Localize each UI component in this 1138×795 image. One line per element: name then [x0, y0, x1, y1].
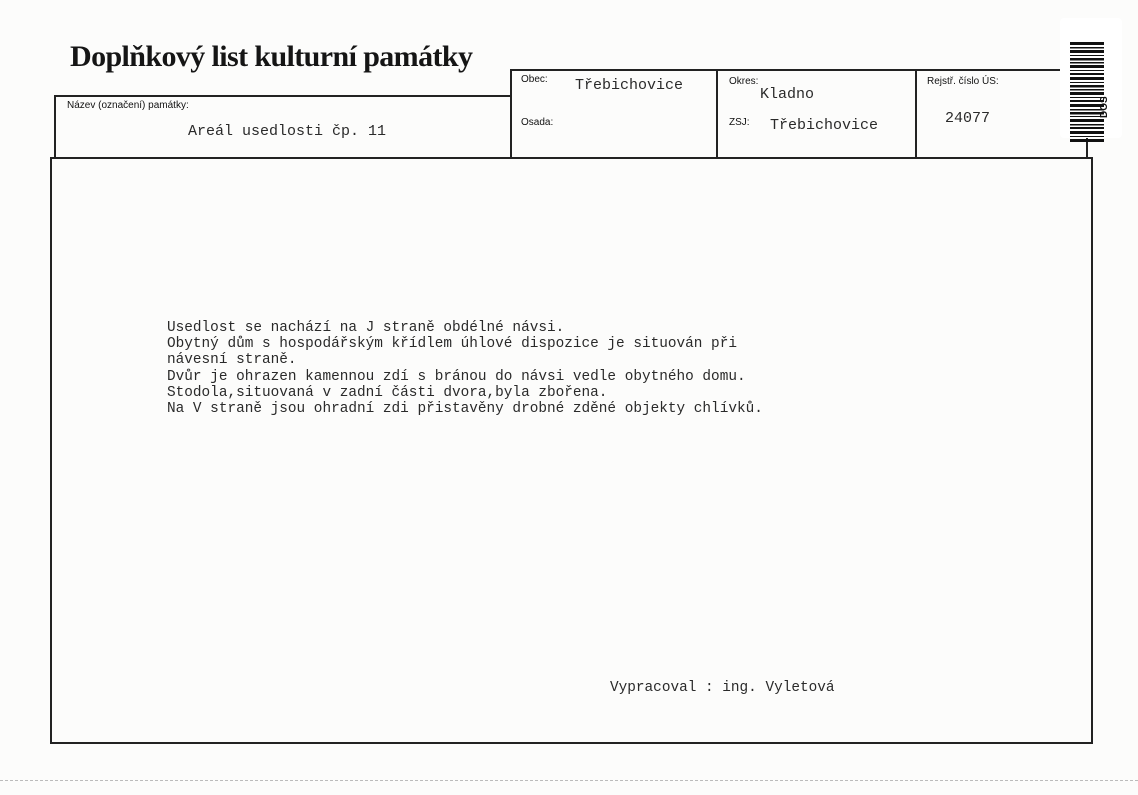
- column-divider: [915, 69, 917, 159]
- description-line: Obytný dům s hospodářským křídlem úhlové dispozice je situován při: [167, 336, 737, 353]
- description-text: [167, 320, 763, 417]
- scan-edge: [0, 780, 1138, 781]
- prepared-by: Vypracoval : ing. Vyletová: [610, 680, 835, 696]
- description-box: [50, 157, 1093, 744]
- okres-value: Kladno: [760, 86, 815, 103]
- name-label: Název (označení) památky:: [67, 100, 189, 111]
- zsj-label: ZSJ:: [729, 117, 750, 128]
- description-line: návesní straně.: [167, 352, 297, 369]
- okres-label: Okres:: [729, 76, 759, 87]
- obec-value: Třebichovice: [575, 77, 684, 94]
- obec-label: Obec:: [521, 74, 548, 85]
- description-line: Stodola,situovaná v zadní části dvora,byla zbořena.: [167, 384, 608, 401]
- barcode-label: DOS: [1099, 96, 1110, 118]
- rejstr-value: 24077: [945, 110, 991, 127]
- document-title: Doplňkový list kulturní památky: [70, 40, 473, 73]
- description-line: Dvůr je ohrazen kamennou zdí s bránou do návsi vedle obytného domu.: [167, 368, 746, 385]
- zsj-value: Třebichovice: [770, 117, 879, 134]
- barcode-sticker: [1060, 18, 1122, 138]
- barcode-icon: [1070, 42, 1104, 146]
- description-line: Usedlost se nachází na J straně obdélné návsi.: [167, 320, 565, 336]
- rejstr-label: Rejstř. číslo ÚS:: [927, 76, 999, 87]
- name-value: Areál usedlosti čp. 11: [188, 123, 387, 140]
- description-line: Na V straně jsou ohradní zdi přistavěny drobné zděné objekty chlívků.: [167, 401, 763, 418]
- osada-label: Osada:: [521, 117, 554, 128]
- column-divider: [716, 69, 718, 159]
